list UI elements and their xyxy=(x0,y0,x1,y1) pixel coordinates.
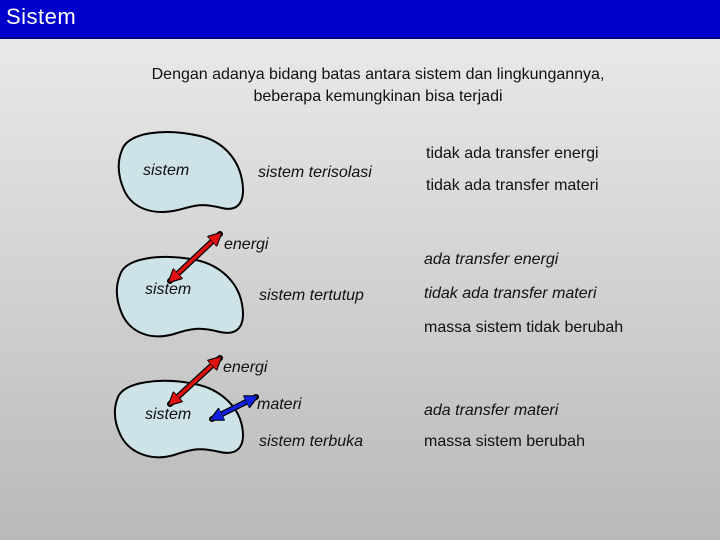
description-isolated-1: tidak ada transfer energi xyxy=(426,145,599,162)
description-closed-3: massa sistem tidak berubah xyxy=(424,319,624,336)
slide-title: Sistem xyxy=(6,4,77,29)
description-open-2: massa sistem berubah xyxy=(424,433,585,450)
matter-label-open: materi xyxy=(257,396,302,413)
system-label-closed: sistem xyxy=(145,281,192,298)
type-label-isolated: sistem terisolasi xyxy=(258,164,372,181)
energy-label-open: energi xyxy=(223,359,268,376)
type-label-open: sistem terbuka xyxy=(259,433,364,450)
description-closed-2: tidak ada transfer materi xyxy=(424,285,597,302)
system-label-open: sistem xyxy=(145,406,192,423)
system-label-isolated: sistem xyxy=(143,162,190,179)
intro-text: Dengan adanya bidang batas antara sistem dan lingkungannya, beberapa kemungkinan bisa terjadi xyxy=(151,66,605,105)
description-open-1: ada transfer materi xyxy=(424,402,559,419)
energy-label-closed: energi xyxy=(224,236,269,253)
type-label-closed: sistem tertutup xyxy=(259,287,364,304)
description-closed-1: ada transfer energi xyxy=(424,251,559,268)
description-isolated-2: tidak ada transfer materi xyxy=(426,177,599,194)
